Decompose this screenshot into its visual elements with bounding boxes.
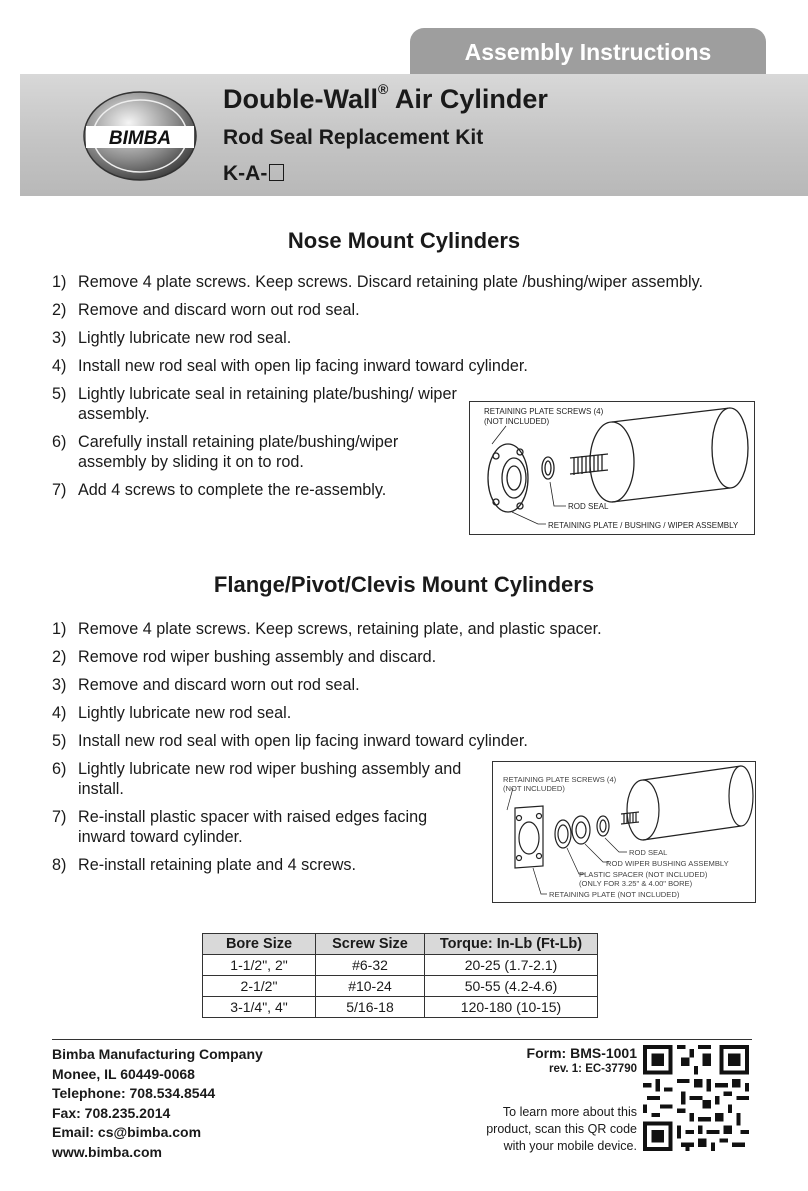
flange-step: 2) Remove rod wiper bushing assembly and discard. [52,648,437,666]
table-cell: #6-32 [316,955,425,976]
flange-step: 4) Lightly lubricate new rod seal. [52,704,292,722]
nose-step: 1) Remove 4 plate screws. Keep screws. Discard retaining plate /bushing/wiper assembly. [52,273,703,291]
flange-step: 5) Install new rod seal with open lip facing inward toward cylinder. [52,732,528,750]
page-title: Double-Wall® Air Cylinder [223,81,548,114]
label-plate-assembly: RETAINING PLATE / BUSHING / WIPER ASSEMBLY [548,521,739,530]
column-header: Bore Size [203,934,316,955]
nose-step: 4) Install new rod seal with open lip facing inward toward cylinder. [52,357,528,375]
label-plastic-spacer: PLASTIC SPACER (NOT INCLUDED) [579,870,708,879]
label-rod-wiper: ROD WIPER BUSHING ASSEMBLY [606,859,729,868]
footer-divider [52,1039,752,1040]
flange-step: 1) Remove 4 plate screws. Keep screws, retaining plate, and plastic spacer. [52,620,602,638]
nose-step: 6) Carefully install retaining plate/bushing/wiper assembly by sliding it on to rod. [52,433,399,471]
section-tab: Assembly Instructions [410,28,766,76]
flange-step: 3) Remove and discard worn out rod seal. [52,676,360,694]
label-spacer-note: (ONLY FOR 3.25" & 4.00" BORE) [579,879,693,888]
table-cell: 120-180 (10-15) [425,997,598,1018]
page-subtitle: Rod Seal Replacement Kit [223,126,484,149]
nose-step: 3) Lightly lubricate new rod seal. [52,329,292,347]
torque-table [202,933,598,1018]
company-name: Bimba Manufacturing Company [52,1046,263,1062]
header-banner [20,74,808,196]
label-not-included: (NOT INCLUDED) [484,417,550,426]
flange-step: 7) Re-install plastic spacer with raised edges facing inward toward cylinder. [52,808,428,846]
table-row [203,976,598,997]
company-telephone: Telephone: 708.534.8544 [52,1085,216,1101]
qr-code-icon[interactable] [643,1045,749,1151]
column-header: Screw Size [316,934,425,955]
form-revision: rev. 1: EC-37790 [548,1063,637,1075]
rod-wiper-bushing [572,816,590,844]
label-rod-seal: ROD SEAL [629,848,668,857]
cylinder-end [590,422,634,502]
company-address [52,1045,263,1162]
flange-step: 8) Re-install retaining plate and 4 screws. [52,856,357,874]
table-row [203,955,598,976]
form-info [527,1045,637,1075]
label-screws: RETAINING PLATE SCREWS (4) [484,407,604,416]
company-website[interactable]: www.bimba.com [52,1143,162,1160]
label-screws: RETAINING PLATE SCREWS (4) [503,775,617,784]
table-cell: 50-55 (4.2-4.6) [425,976,598,997]
label-rod-seal: ROD SEAL [568,502,609,511]
nose-heading: Nose Mount Cylinders [287,228,521,253]
column-header: Torque: In-Lb (Ft-Lb) [425,934,598,955]
qr-instructions: To learn more about this product, scan this QR code with your mobile device. [486,1105,637,1153]
table-cell: 2-1/2" [203,976,316,997]
bimba-logo-icon [78,88,202,184]
company-city: Monee, IL 60449-0068 [52,1065,195,1082]
label-retaining-plate: RETAINING PLATE (NOT INCLUDED) [549,890,680,899]
flange-mount-diagram [492,761,756,903]
cylinder-end [627,780,659,840]
table-cell: 20-25 (1.7-2.1) [425,955,598,976]
nose-step: 5) Lightly lubricate seal in retaining plate/bushing/ wiper assembly. [52,385,457,423]
form-number: Form: BMS-1001 [526,1045,637,1061]
nose-step: 2) Remove and discard worn out rod seal. [52,301,360,319]
table-cell: 3-1/4", 4" [203,997,316,1018]
table-cell: #10-24 [316,976,425,997]
flange-heading: Flange/Pivot/Clevis Mount Cylinders [213,572,595,597]
flange-step: 6) Lightly lubricate new rod wiper bushing assembly and install. [52,760,462,798]
rod-seal [597,816,609,836]
table-cell: 1-1/2", 2" [203,955,316,976]
nose-mount-diagram [469,401,755,535]
nose-step: 7) Add 4 screws to complete the re-assembly. [52,481,387,499]
company-fax: Fax: 708.235.2014 [52,1104,171,1121]
logo-text: BIMBA [108,128,172,149]
rod-seal [542,457,554,479]
nose-exploded-view [470,402,754,534]
table-cell: 5/16-18 [316,997,425,1018]
table-row [203,997,598,1018]
flange-exploded-view [493,762,755,902]
label-not-included: (NOT INCLUDED) [503,784,565,793]
checkbox-glyph-icon [269,164,284,181]
table-header-row [203,934,598,955]
kit-code: K-A- [223,162,284,186]
company-email[interactable]: Email: cs@bimba.com [52,1124,202,1140]
